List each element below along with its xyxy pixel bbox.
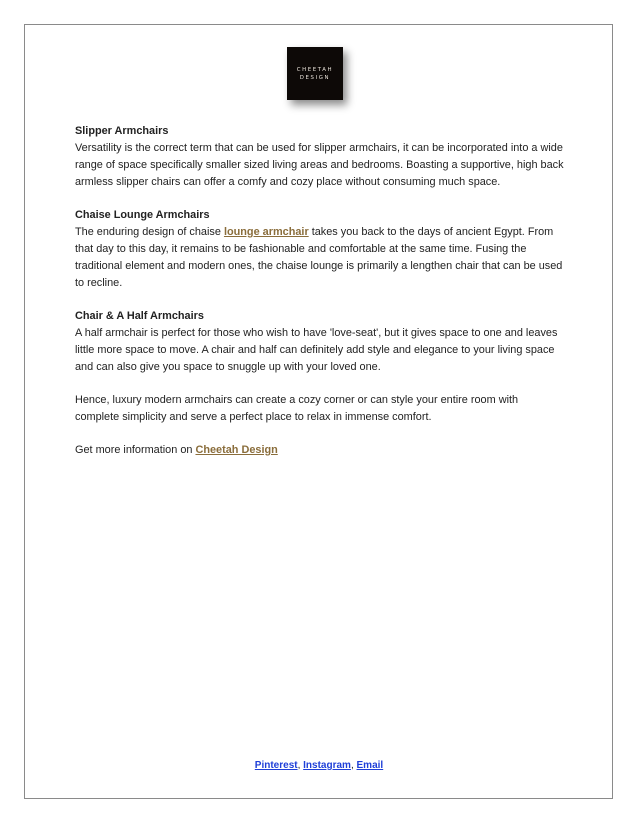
- paragraph-slipper-armchairs: Versatility is the correct term that can be used for slipper armchairs, it can be incorporated into a wide range of space specifically smaller sized living areas and bedrooms. Boasting a supportive, high back armless slipper chairs can offer a comfy and cozy place without consuming much space.: [75, 142, 564, 188]
- heading-chair-and-half-armchairs: Chair & A Half Armchairs: [75, 310, 204, 322]
- heading-chaise-lounge-armchairs: Chaise Lounge Armchairs: [75, 209, 210, 221]
- paragraph-chaise-lounge-armchairs: [75, 224, 565, 292]
- logo-line-2: DESIGN: [299, 74, 331, 81]
- cheetah-design-link[interactable]: Cheetah Design: [195, 444, 278, 456]
- pinterest-link[interactable]: Pinterest: [254, 760, 298, 771]
- heading-slipper-armchairs: Slipper Armchairs: [75, 125, 169, 137]
- footer-separator: ,: [350, 760, 357, 771]
- paragraph-more-info: [75, 442, 565, 459]
- lounge-armchair-link[interactable]: lounge armchair: [223, 226, 309, 238]
- footer-social-links: [0, 760, 638, 771]
- logo-line-1: CHEETAH: [296, 66, 334, 73]
- instagram-link[interactable]: Instagram: [303, 760, 351, 771]
- chaise-text-after: takes you back to the days of ancient Egypt. From that day to this day, it remains to be fashionable and comfortable at the same time. Fusing the traditional element and modern ones, the chaise lounge is primarily a lengthen chair that can be used to recline.: [75, 226, 563, 289]
- article-content: [75, 123, 565, 475]
- paragraph-conclusion: Hence, luxury modern armchairs can create a cozy corner or can style your entire room with complete simplicity and serve a perfect place to relax in immense comfort.: [75, 394, 519, 423]
- chaise-text-before: The enduring design of chaise: [75, 226, 224, 238]
- cheetah-design-logo: [287, 47, 343, 100]
- footer-separator: ,: [297, 760, 304, 771]
- email-link[interactable]: Email: [356, 760, 384, 771]
- more-info-text: Get more information on: [75, 444, 196, 456]
- paragraph-chair-and-half-armchairs: A half armchair is perfect for those who wish to have 'love-seat', but it gives space to one and leaves little more space to move. A chair and half can definitely add style and elegance to your living space and can also give you space to snuggle up with your loved one.: [75, 327, 558, 373]
